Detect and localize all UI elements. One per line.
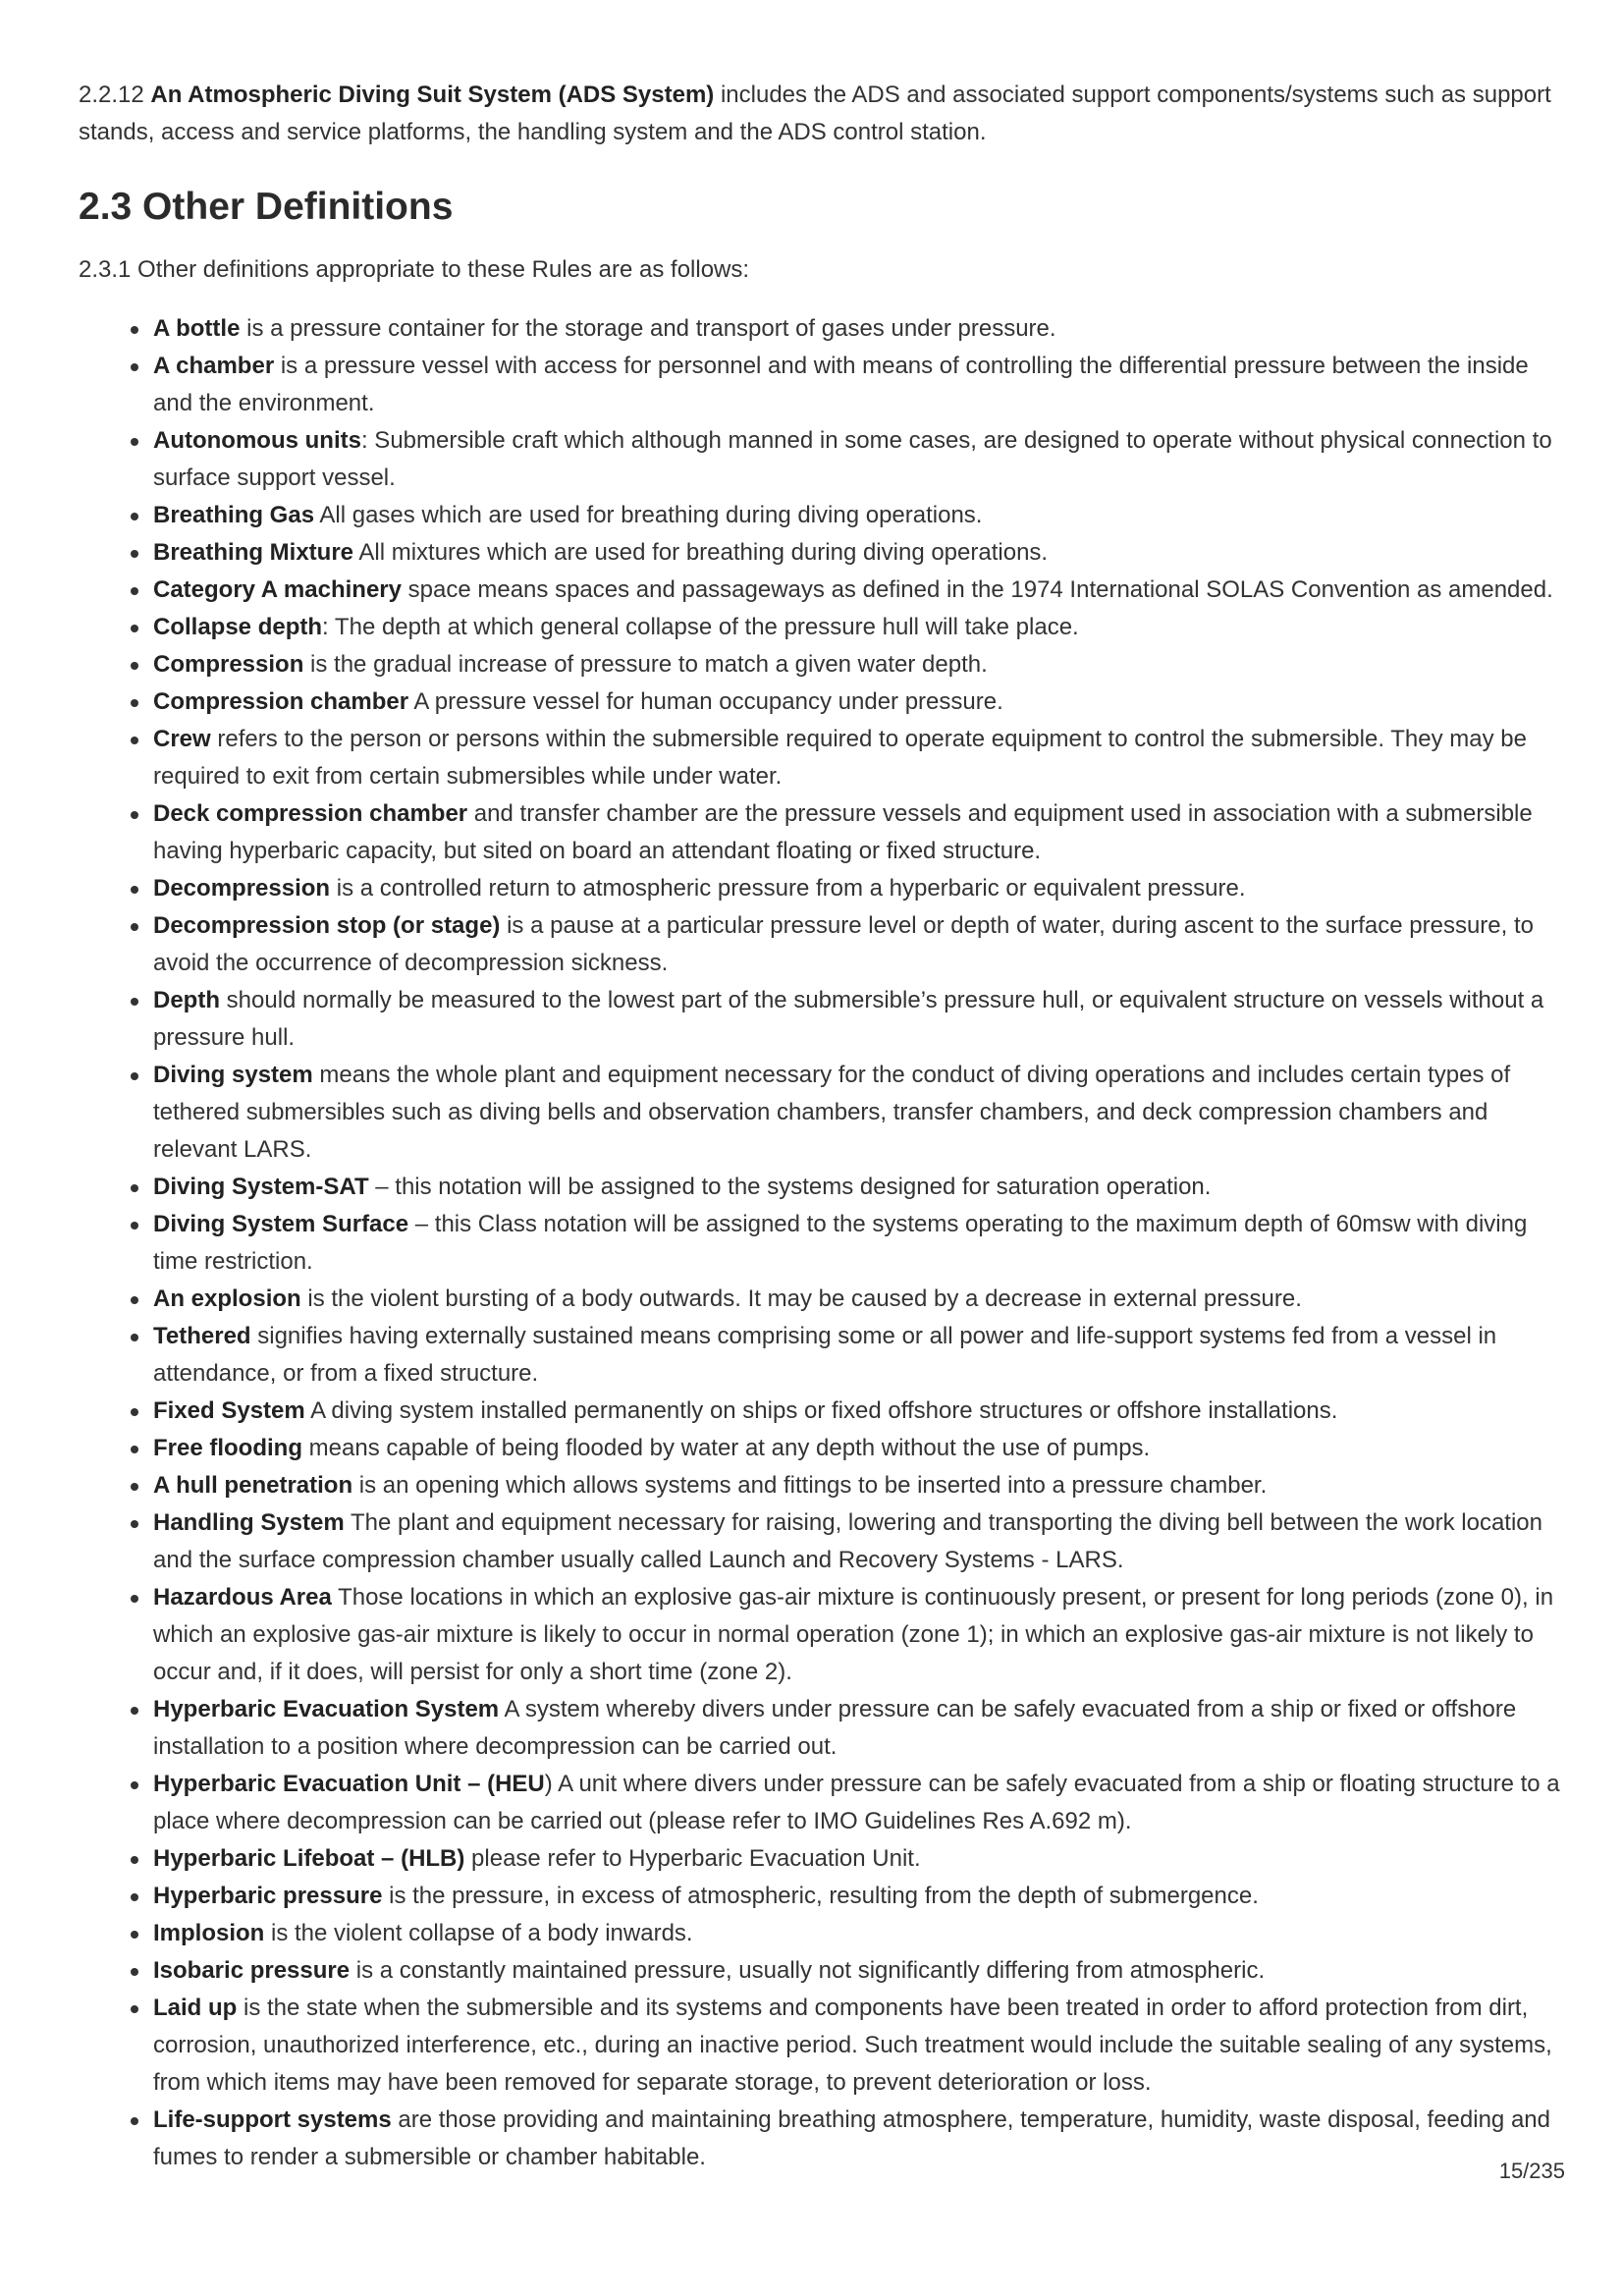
definition-term: Crew xyxy=(153,726,211,752)
definition-item xyxy=(153,646,1567,683)
definition-text: : Submersible craft which although manned in some cases, are designed to operate without physical connection to surface support vessel. xyxy=(153,427,1552,491)
definition-text: refers to the person or persons within the submersible required to operate equipment to control the submersible. They may be required to exit from certain submersibles while under water. xyxy=(153,726,1527,790)
definition-item xyxy=(153,609,1567,646)
definition-item xyxy=(153,1952,1567,1990)
definition-item xyxy=(153,907,1567,982)
definition-term: A hull penetration xyxy=(153,1472,353,1499)
definition-text: and transfer chamber are the pressure vessels and equipment used in association with a submersible having hyperbaric capacity, but sited on board an attendant floating or fixed structure. xyxy=(153,800,1533,864)
definition-term: Breathing Gas xyxy=(153,502,315,528)
definition-item xyxy=(153,497,1567,534)
definition-text: is the state when the submersible and its systems and components have been treated in order to afford protection from dirt, corrosion, unauthorized interference, etc., during an inactive period. Such treatment would include the suitable sealing of any systems, from which items may have been removed for separate storage, to prevent deterioration or loss. xyxy=(153,1995,1552,2096)
definition-text: means the whole plant and equipment necessary for the conduct of diving operations and includes certain types of tethered submersibles such as diving bells and observation chambers, transfer chambers, and deck compression chambers and relevant LARS. xyxy=(153,1062,1511,1163)
definition-term: A bottle xyxy=(153,315,241,342)
definition-term: Hyperbaric pressure xyxy=(153,1883,383,1909)
definition-term: Decompression stop (or stage) xyxy=(153,912,501,939)
definition-text: The plant and equipment necessary for raising, lowering and transporting the diving bell between the work location and the surface compression chamber usually called Launch and Recovery Systems - LARS. xyxy=(153,1509,1543,1573)
definition-term: Hyperbaric Lifeboat – (HLB) xyxy=(153,1845,465,1872)
definition-item xyxy=(153,1057,1567,1169)
definition-text: ) A unit where divers under pressure can be safely evacuated from a ship or floating structure to a place where decompression can be carried out (please refer to IMO Guidelines Res A.692 m). xyxy=(153,1771,1560,1834)
document-page xyxy=(79,77,1567,2176)
definition-text: is the violent collapse of a body inwards. xyxy=(264,1920,693,1946)
section-intro: 2.3.1 Other definitions appropriate to these Rules are as follows: xyxy=(79,256,750,283)
definition-term: Compression xyxy=(153,651,304,678)
definition-term: Hazardous Area xyxy=(153,1584,332,1611)
definition-text: is a pressure container for the storage and transport of gases under pressure. xyxy=(240,315,1056,342)
definition-term: Breathing Mixture xyxy=(153,539,354,566)
definition-text: – this notation will be assigned to the systems designed for saturation operation. xyxy=(368,1174,1212,1200)
definition-text: A system whereby divers under pressure can be safely evacuated from a ship or fixed or offshore installation to a position where decompression can be carried out. xyxy=(153,1696,1517,1760)
definition-term: Diving System Surface xyxy=(153,1211,409,1237)
definition-text: A diving system installed permanently on ships or fixed offshore structures or offshore installations. xyxy=(304,1397,1338,1424)
definition-item xyxy=(153,982,1567,1057)
definition-term: Hyperbaric Evacuation Unit – (HEU xyxy=(153,1771,545,1797)
definition-term: Tethered xyxy=(153,1323,251,1349)
definition-text: signifies having externally sustained means comprising some or all power and life-support systems fed from a vessel in attendance, or from a fixed structure. xyxy=(153,1323,1497,1387)
definition-text: A pressure vessel for human occupancy under pressure. xyxy=(408,688,1003,715)
definition-item xyxy=(153,1766,1567,1840)
paragraph-term: An Atmospheric Diving Suit System (ADS System) xyxy=(150,82,715,108)
definition-term: Fixed System xyxy=(153,1397,305,1424)
page-number: 15/235 xyxy=(1498,2159,1565,2183)
definition-text: is a controlled return to atmospheric pressure from a hyperbaric or equivalent pressure. xyxy=(330,875,1246,902)
definition-item xyxy=(153,310,1567,348)
definition-text: space means spaces and passageways as defined in the 1974 International SOLAS Convention as amended. xyxy=(401,576,1553,603)
definition-item xyxy=(153,1915,1567,1952)
definition-text: is the gradual increase of pressure to match a given water depth. xyxy=(303,651,988,678)
definition-item xyxy=(153,1878,1567,1915)
paragraph-2-2-12 xyxy=(79,77,1567,151)
section-title: 2.3 Other Definitions xyxy=(79,186,454,228)
definitions-list xyxy=(79,310,1567,2176)
definition-term: Handling System xyxy=(153,1509,345,1536)
definition-item xyxy=(153,1169,1567,1206)
definition-term: An explosion xyxy=(153,1285,301,1312)
definition-text: is an opening which allows systems and fittings to be inserted into a pressure chamber. xyxy=(352,1472,1268,1499)
definition-text: is a pause at a particular pressure level or depth of water, during ascent to the surface pressure, to avoid the occurrence of decompression sickness. xyxy=(153,912,1534,976)
definition-item xyxy=(153,1393,1567,1430)
definition-text: are those providing and maintaining breathing atmosphere, temperature, humidity, waste disposal, feeding and fumes to render a submersible or chamber habitable. xyxy=(153,2106,1550,2170)
definition-text: – this Class notation will be assigned to the systems operating to the maximum depth of 60msw with diving time restriction. xyxy=(153,1211,1528,1275)
definition-item xyxy=(153,1579,1567,1691)
definition-item xyxy=(153,1430,1567,1467)
definition-text: is the violent bursting of a body outwards. It may be caused by a decrease in external pressure. xyxy=(300,1285,1302,1312)
definition-item xyxy=(153,1206,1567,1281)
definition-text: is a pressure vessel with access for personnel and with means of controlling the differential pressure between the inside and the environment. xyxy=(153,353,1529,416)
definition-term: Laid up xyxy=(153,1995,238,2021)
definition-term: Deck compression chamber xyxy=(153,800,468,827)
paragraph-text: includes the ADS and associated support components/systems such as support stands, access and service platforms, the handling system and the ADS control station. xyxy=(79,82,1551,145)
definition-text: please refer to Hyperbaric Evacuation Unit. xyxy=(464,1845,921,1872)
definition-text: : The depth at which general collapse of the pressure hull will take place. xyxy=(322,614,1079,640)
definition-term: A chamber xyxy=(153,353,275,379)
definition-text: is the pressure, in excess of atmospheric, resulting from the depth of submergence. xyxy=(382,1883,1259,1909)
definition-term: Free flooding xyxy=(153,1435,302,1461)
definition-item xyxy=(153,534,1567,572)
definition-item xyxy=(153,572,1567,609)
definition-term: Category A machinery xyxy=(153,576,402,603)
definition-term: Diving system xyxy=(153,1062,313,1088)
definition-item xyxy=(153,795,1567,870)
definition-item xyxy=(153,348,1567,422)
definition-term: Compression chamber xyxy=(153,688,409,715)
definition-item xyxy=(153,1467,1567,1504)
definition-term: Hyperbaric Evacuation System xyxy=(153,1696,500,1722)
definition-text: means capable of being flooded by water at any depth without the use of pumps. xyxy=(302,1435,1151,1461)
definition-text: is a constantly maintained pressure, usually not significantly differing from atmospheric. xyxy=(350,1957,1266,1984)
definition-item xyxy=(153,683,1567,721)
definition-text: All mixtures which are used for breathing during diving operations. xyxy=(353,539,1049,566)
definition-text: All gases which are used for breathing during diving operations. xyxy=(314,502,983,528)
definition-item xyxy=(153,1318,1567,1393)
paragraph-number: 2.2.12 xyxy=(79,82,144,108)
definition-item xyxy=(153,1504,1567,1579)
definition-item xyxy=(153,721,1567,795)
definition-term: Depth xyxy=(153,987,220,1013)
definition-item xyxy=(153,1840,1567,1878)
definition-term: Life-support systems xyxy=(153,2106,392,2133)
definition-term: Implosion xyxy=(153,1920,265,1946)
definition-term: Decompression xyxy=(153,875,331,902)
definition-item xyxy=(153,1281,1567,1318)
definition-item xyxy=(153,422,1567,497)
definition-term: Diving System-SAT xyxy=(153,1174,369,1200)
definition-term: Autonomous units xyxy=(153,427,361,454)
definition-item xyxy=(153,1990,1567,2102)
definition-text: Those locations in which an explosive gas-air mixture is continuously present, or present for long periods (zone 0), in which an explosive gas-air mixture is likely to occur in normal operation (zone 1); in which an explosive gas-air mixture is not likely to occur and, if it does, will persist for only a short time (zone 2). xyxy=(153,1584,1554,1685)
definition-item xyxy=(153,2102,1567,2176)
definition-item xyxy=(153,1691,1567,1766)
definition-term: Collapse depth xyxy=(153,614,323,640)
definition-term: Isobaric pressure xyxy=(153,1957,351,1984)
definition-text: should normally be measured to the lowest part of the submersible’s pressure hull, or equivalent structure on vessels without a pressure hull. xyxy=(153,987,1544,1051)
definition-item xyxy=(153,870,1567,907)
